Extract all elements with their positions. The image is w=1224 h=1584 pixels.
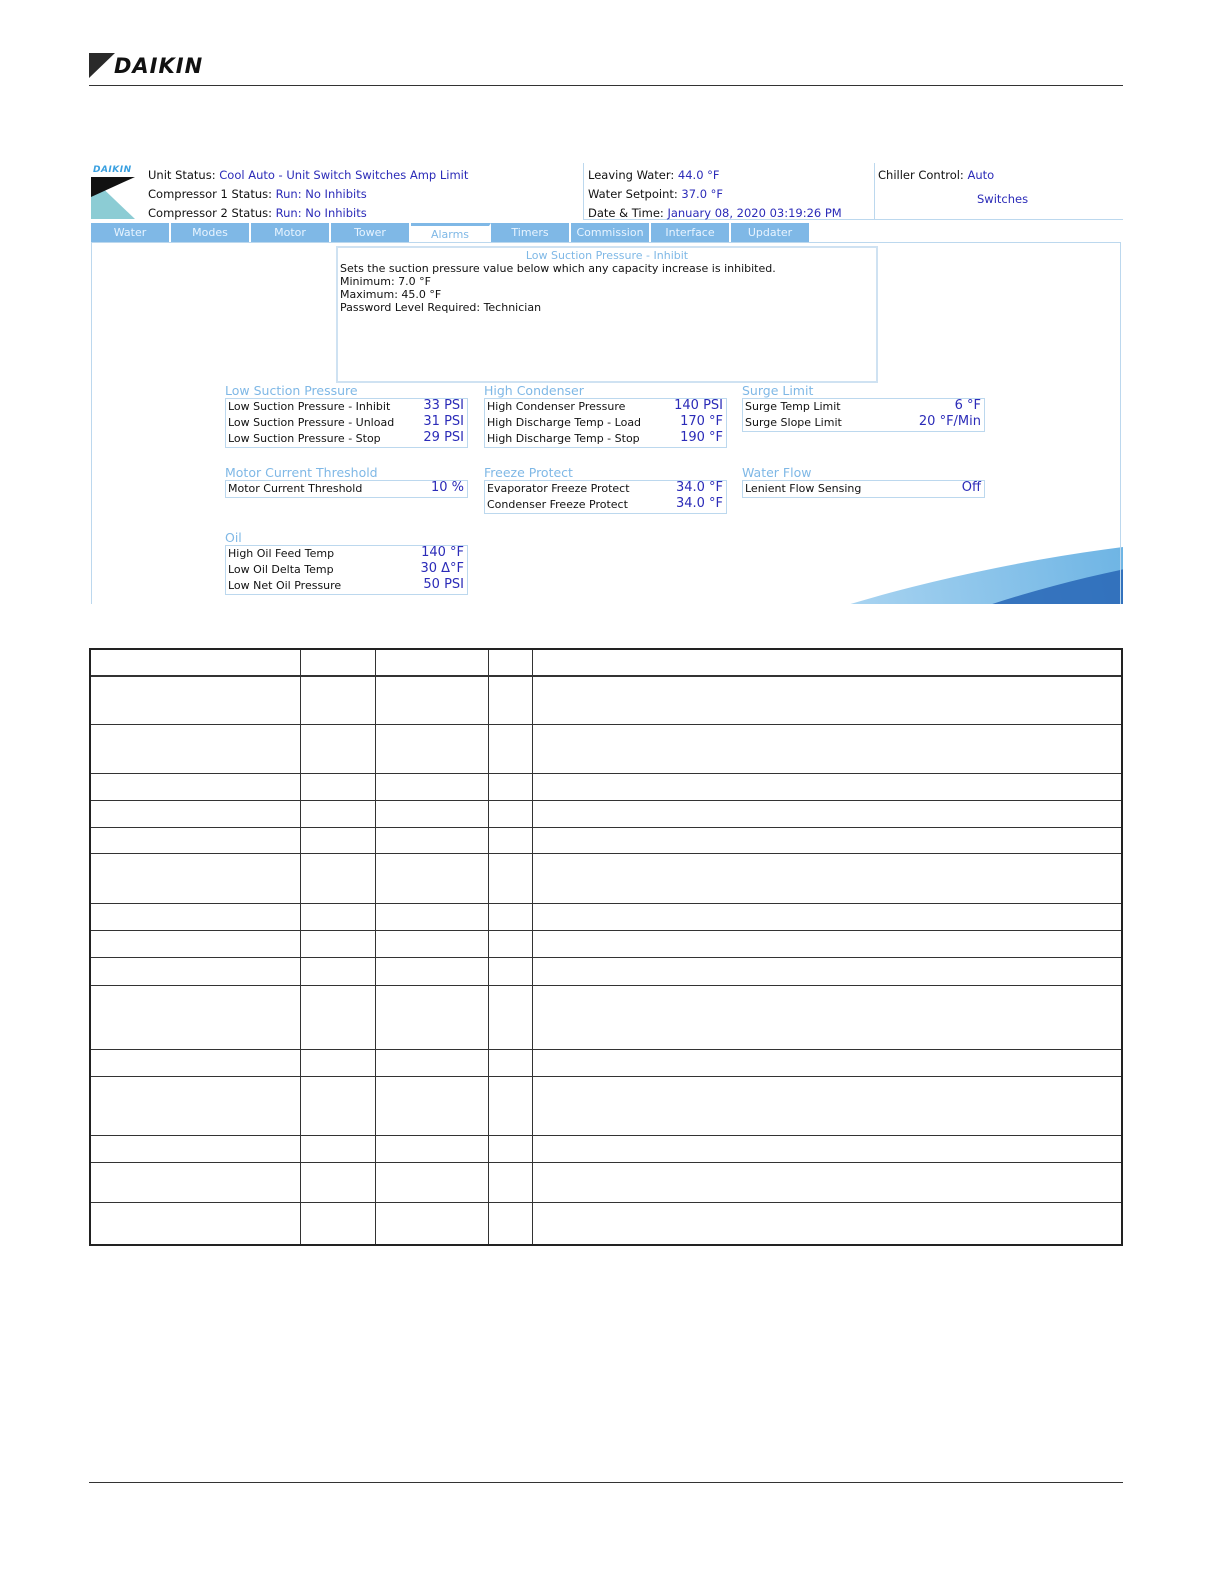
help-line: Maximum: 45.0 °F — [340, 288, 442, 301]
chiller-control-value[interactable]: Auto — [967, 168, 995, 182]
high-condenser-group — [484, 383, 727, 448]
unit-status — [148, 168, 468, 182]
group-title: Surge Limit — [742, 383, 814, 398]
help-line: Sets the suction pressure value below which any capacity increase is inhibited. — [340, 262, 776, 275]
setting-label: High Oil Feed Temp — [228, 547, 335, 560]
date-time-value: January 08, 2020 03:19:26 PM — [667, 206, 842, 220]
table-column-divider — [375, 650, 376, 1244]
chiller-control — [878, 168, 994, 182]
setting-row[interactable] — [485, 415, 726, 431]
daikin-logo-mark-icon — [89, 53, 115, 78]
setting-value[interactable]: 33 PSI — [423, 398, 464, 413]
table-row-divider — [91, 1202, 1121, 1203]
compressor-2-label: Compressor 2 Status: — [148, 206, 273, 220]
brand-wordmark: DAIKIN — [114, 54, 204, 78]
table-row-divider — [91, 903, 1121, 904]
leaving-water-value: 44.0 °F — [677, 168, 720, 182]
setting-label: Evaporator Freeze Protect — [487, 482, 630, 495]
water-setpoint — [588, 187, 723, 201]
water-setpoint-value: 37.0 °F — [681, 187, 724, 201]
setting-label: Motor Current Threshold — [228, 482, 363, 495]
compressor-2-value: Run: No Inhibits — [275, 206, 367, 220]
unit-status-value: Cool Auto - Unit Switch Switches Amp Limit — [219, 168, 469, 182]
setting-row[interactable] — [485, 481, 726, 497]
setting-label: Lenient Flow Sensing — [745, 482, 862, 495]
setting-row[interactable] — [226, 481, 467, 497]
help-line: Password Level Required: Technician — [340, 301, 542, 314]
group-title: Water Flow — [742, 465, 812, 480]
table-column-divider — [488, 650, 489, 1244]
header-rule — [89, 85, 1123, 86]
setting-value[interactable]: 190 °F — [680, 430, 723, 445]
motor-current-threshold-group — [225, 465, 468, 498]
freeze-protect-group — [484, 465, 727, 514]
tab-water[interactable]: Water — [91, 223, 171, 242]
setting-value[interactable]: 30 Δ°F — [420, 561, 464, 576]
setting-label: Low Suction Pressure - Stop — [228, 432, 381, 445]
table-row-divider — [91, 800, 1121, 801]
setting-value[interactable]: 6 °F — [954, 398, 981, 413]
setting-label: Surge Temp Limit — [745, 400, 841, 413]
help-line: Minimum: 7.0 °F — [340, 275, 431, 288]
tab-modes[interactable]: Modes — [171, 223, 251, 242]
group-title: Low Suction Pressure — [225, 383, 358, 398]
table-row-divider — [91, 930, 1121, 931]
compressor-1-status — [148, 187, 367, 201]
date-time — [588, 206, 842, 220]
tab-timers[interactable]: Timers — [491, 223, 571, 242]
chiller-control-source-value: Switches — [977, 192, 1029, 206]
table-row-divider — [91, 1135, 1121, 1136]
compressor-1-label: Compressor 1 Status: — [148, 187, 273, 201]
setting-row[interactable] — [226, 399, 467, 415]
table-row-divider — [91, 957, 1121, 958]
setting-row[interactable] — [226, 562, 467, 578]
group-title: Motor Current Threshold — [225, 465, 378, 480]
page-brand-logo — [89, 53, 219, 79]
footer-rule — [89, 1482, 1123, 1483]
unit-status-label: Unit Status: — [148, 168, 216, 182]
setting-label: Low Suction Pressure - Unload — [228, 416, 395, 429]
water-flow-group — [742, 465, 985, 498]
table-row-divider — [91, 853, 1121, 854]
setting-label: High Condenser Pressure — [487, 400, 626, 413]
table-column-divider — [532, 650, 533, 1244]
table-row-divider — [91, 773, 1121, 774]
setting-row[interactable] — [226, 546, 467, 562]
setting-value[interactable]: 140 °F — [421, 545, 464, 560]
surge-limit-group — [742, 383, 985, 432]
setting-value[interactable]: 170 °F — [680, 414, 723, 429]
compressor-2-status — [148, 206, 367, 220]
controller-screenshot — [89, 163, 1123, 604]
setting-label: Low Net Oil Pressure — [228, 579, 342, 592]
table-row-divider — [91, 724, 1121, 725]
table-row-divider — [91, 827, 1121, 828]
setting-row[interactable] — [226, 578, 467, 594]
date-time-label: Date & Time: — [588, 206, 664, 220]
settings-table — [89, 648, 1123, 1246]
table-row-divider — [91, 985, 1121, 986]
help-title: Low Suction Pressure - Inhibit — [525, 249, 689, 262]
setting-label: Low Suction Pressure - Inhibit — [228, 400, 391, 413]
setting-value[interactable]: 31 PSI — [423, 414, 464, 429]
help-panel — [336, 246, 878, 383]
setting-row[interactable] — [743, 481, 984, 497]
setting-value[interactable]: 20 °F/Min — [918, 414, 981, 429]
setting-row[interactable] — [743, 399, 984, 415]
tab-updater[interactable]: Updater — [731, 223, 811, 242]
setting-value[interactable]: 10 % — [430, 480, 464, 495]
setting-row[interactable] — [485, 399, 726, 415]
setting-row[interactable] — [226, 431, 467, 447]
setting-label: Low Oil Delta Temp — [228, 563, 334, 576]
setting-label: High Discharge Temp - Stop — [487, 432, 640, 445]
tab-tower[interactable]: Tower — [331, 223, 411, 242]
setting-value[interactable]: 29 PSI — [423, 430, 464, 445]
group-title: Oil — [225, 530, 242, 545]
setting-value[interactable]: Off — [961, 480, 981, 495]
setting-row[interactable] — [485, 497, 726, 513]
compressor-1-value: Run: No Inhibits — [275, 187, 367, 201]
chiller-control-source — [977, 192, 1028, 206]
chiller-control-label: Chiller Control: — [878, 168, 964, 182]
tab-alarms[interactable]: Alarms — [411, 223, 491, 242]
water-setpoint-label: Water Setpoint: — [588, 187, 678, 201]
leaving-water-label: Leaving Water: — [588, 168, 675, 182]
setting-row[interactable] — [743, 415, 984, 431]
setting-value[interactable]: 50 PSI — [423, 577, 464, 592]
setting-label: Surge Slope Limit — [745, 416, 842, 429]
group-title: Freeze Protect — [484, 465, 573, 480]
logo-triangle-icon — [91, 177, 135, 197]
tab-commission[interactable]: Commission — [571, 223, 651, 242]
screen-logo-text: DAIKIN — [93, 165, 132, 175]
setting-row[interactable] — [485, 431, 726, 447]
table-row-divider — [91, 1076, 1121, 1077]
table-column-divider — [300, 650, 301, 1244]
table-row-divider — [91, 1049, 1121, 1050]
setting-value[interactable]: 34.0 °F — [675, 480, 723, 495]
tab-motor[interactable]: Motor — [251, 223, 331, 242]
setting-value[interactable]: 140 PSI — [674, 398, 723, 413]
leaving-water — [588, 168, 720, 182]
low-suction-pressure-group — [225, 383, 468, 448]
setting-label: High Discharge Temp - Load — [487, 416, 642, 429]
setting-row[interactable] — [226, 415, 467, 431]
setting-label: Condenser Freeze Protect — [487, 498, 628, 511]
table-header-divider — [91, 675, 1121, 677]
oil-group — [225, 530, 468, 595]
tab-interface[interactable]: Interface — [651, 223, 731, 242]
group-title: High Condenser — [484, 383, 584, 398]
screen-logo — [91, 165, 139, 219]
setting-value[interactable]: 34.0 °F — [675, 496, 723, 511]
table-row-divider — [91, 1162, 1121, 1163]
